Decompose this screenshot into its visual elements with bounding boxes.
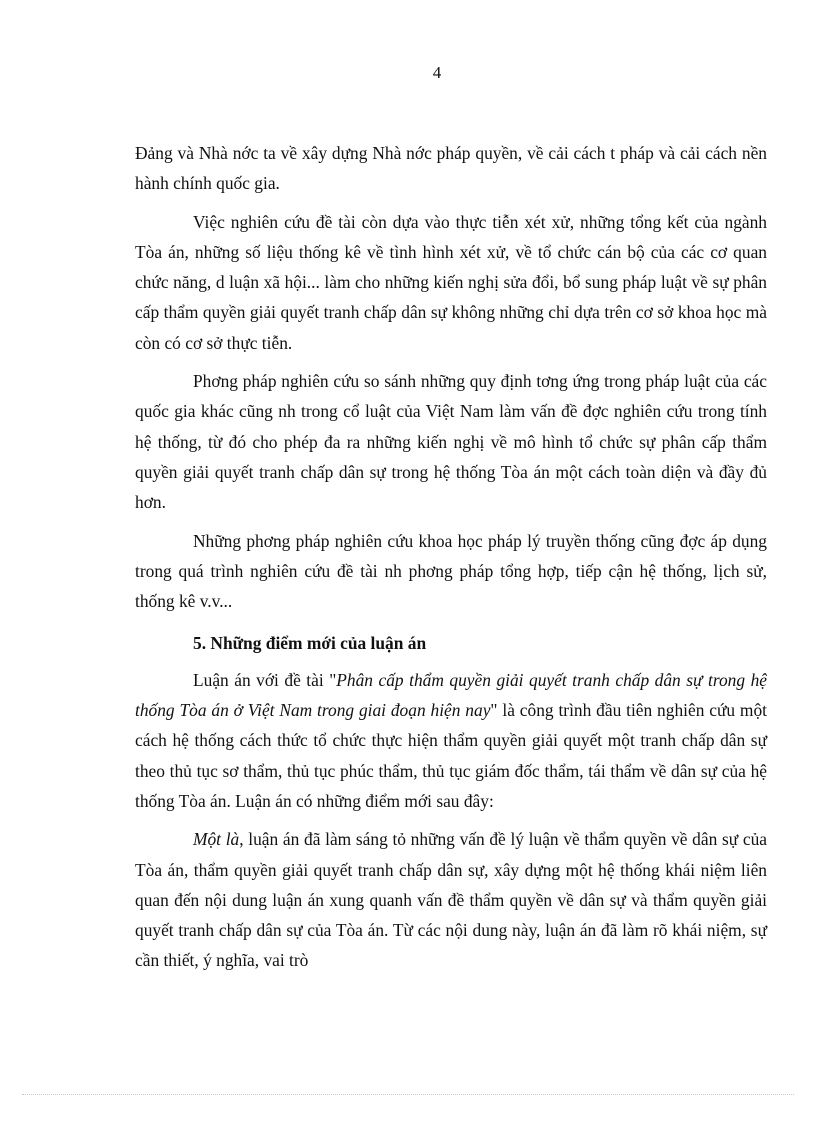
page-number: 4 — [432, 63, 442, 82]
document-body — [135, 138, 767, 984]
page-footer-divider — [22, 1094, 794, 1095]
paragraph-3: Phơng pháp nghiên cứu so sánh những quy định tơng ứng trong pháp luật của các quốc gia khác cũng nh trong cổ luật của Việt Nam làm vấn đề đợc nghiên cứu trong tính hệ thống, từ đó cho phép đa ra những kiến nghị về mô hình tổ chức sự phân cấp thẩm quyền giải quyết tranh chấp dân sự trong hệ thống Tòa án một cách toàn diện và đầy đủ hơn. — [135, 371, 767, 513]
paragraph-5-start: Luận án với đề tài " — [193, 669, 337, 690]
paragraph-1: Đảng và Nhà nớc ta về xây dựng Nhà nớc pháp quyền, về cải cách t pháp và cải cách nền hành chính quốc gia. — [135, 143, 767, 194]
thesis-title: Phân cấp thẩm quyền giải quyết tranh chấp dân sự trong hệ thống Tòa án ở Việt Nam trong giai đoạn hiện nay — [135, 669, 767, 721]
paragraph-5 — [135, 665, 767, 816]
paragraph-6-lead: Một là — [193, 829, 240, 850]
paragraph-6-rest: , luận án đã làm sáng tỏ những vấn đề lý luận về thẩm quyền về dân sự của Tòa án, thẩm quyền giải quyết tranh chấp dân sự, xây dựng một hệ thống khái niệm liên quan đến nội dung luận án xung quanh vấn đề thẩm quyền về dân sự và thẩm quyền giải quyết tranh chấp dân sự của Tòa án. Từ các nội dung này, luận án đã làm rõ khái niệm, sự cần thiết, ý nghĩa, vai trò — [135, 829, 767, 971]
paragraph-5-end: " là công trình đầu tiên nghiên cứu một cách hệ thống cách thức tổ chức thực hiện thẩm quyền giải quyết một tranh chấp dân sự theo thủ tục sơ thẩm, thủ tục phúc thẩm, thủ tục giám đốc thẩm, tái thẩm về dân sự của hệ thống Tòa án. Luận án có những điểm mới sau đây: — [135, 700, 767, 811]
paragraph-6 — [135, 824, 767, 975]
section-heading: 5. Những điểm mới của luận án — [193, 633, 427, 654]
paragraph-4: Những phơng pháp nghiên cứu khoa học pháp lý truyền thống cũng đợc áp dụng trong quá trình nghiên cứu đề tài nh phơng pháp tổng hợp, tiếp cận hệ thống, lịch sử, thống kê v.v... — [135, 530, 767, 612]
paragraph-2: Việc nghiên cứu đề tài còn dựa vào thực tiễn xét xử, những tổng kết của ngành Tòa án, những số liệu thống kê về tình hình xét xử, về tổ chức cán bộ của các cơ quan chức năng, d luận xã hội... làm cho những kiến nghị sửa đổi, bổ sung pháp luật về sự phân cấp thẩm quyền giải quyết tranh chấp dân sự không những chỉ dựa trên cơ sở khoa học mà còn có cơ sở thực tiễn. — [135, 211, 767, 353]
